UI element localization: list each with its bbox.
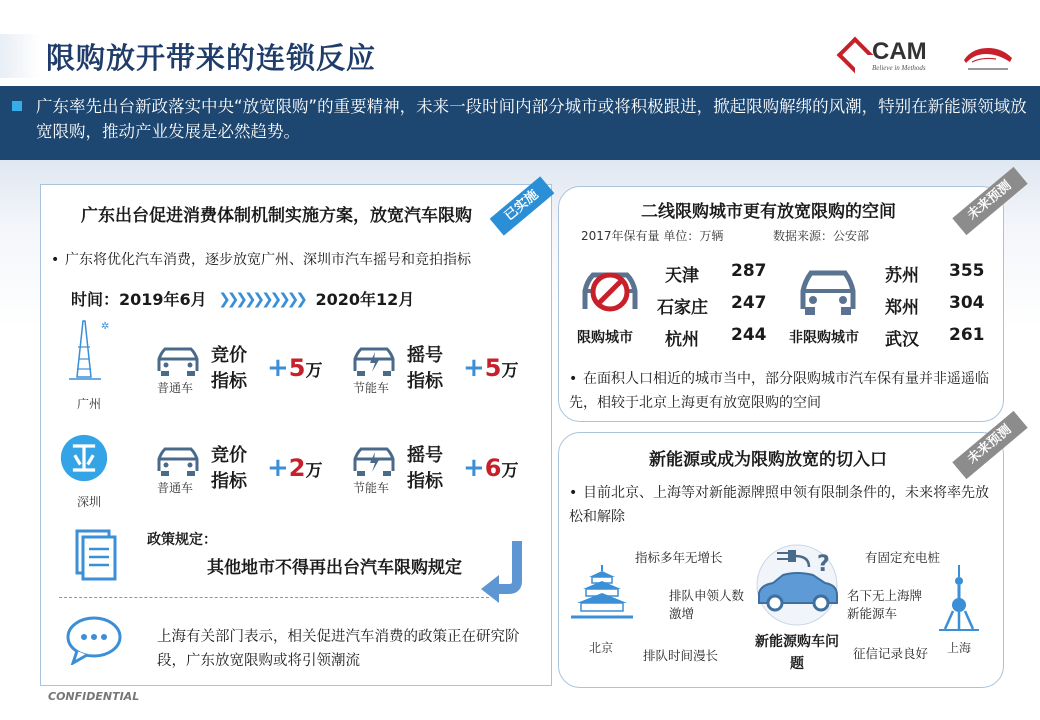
temple-of-heaven-icon	[567, 563, 637, 623]
unrestricted-city-name: 苏州	[885, 266, 919, 286]
forecast-ribbon: 未来预测	[952, 411, 1027, 479]
restricted-city-name: 杭州	[665, 330, 699, 350]
label-line-2: 指标	[211, 371, 247, 392]
restricted-cities-label: 限购城市	[577, 330, 633, 346]
unrestricted-city-value: 355	[949, 261, 985, 281]
time-start: 时间：2019年6月	[71, 290, 207, 309]
plus-sign: +	[463, 353, 485, 383]
regular-car-icon	[153, 441, 203, 477]
restricted-city-name: 石家庄	[657, 298, 708, 318]
car-logo-icon	[958, 38, 1018, 74]
time-range	[71, 287, 414, 310]
factor-long-wait: 排队时间漫长	[643, 648, 719, 663]
increase-unit: 万	[305, 361, 323, 381]
guangdong-panel-title: 广东出台促进消费体制机制实施方案，放宽汽车限购	[81, 206, 472, 226]
label-line-2: 指标	[407, 371, 443, 392]
policy-heading: 政策规定：	[147, 532, 217, 548]
plus-sign: +	[463, 453, 485, 483]
second-tier-bullet-text: 在面积人口相近的城市当中，部分限购城市汽车保有量并非遥遥临先，相较于北京上海更有放宽限购的空间	[569, 371, 989, 411]
guangdong-bullet-text: 广东将优化汽车消费，逐步放宽广州、深圳市汽车摇号和竞拍指标	[65, 252, 471, 268]
increase-unit: 万	[305, 461, 323, 481]
energy-saving-car-icon	[349, 341, 399, 377]
gz-lottery-increase	[463, 353, 519, 383]
second-tier-bullet	[569, 367, 989, 415]
cam-logo	[842, 40, 942, 74]
guangdong-policy-panel	[40, 184, 552, 686]
increase-unit: 万	[501, 461, 519, 481]
unrestricted-city-name: 武汉	[885, 330, 919, 350]
restricted-city-value: 247	[731, 293, 767, 313]
label-line-1: 竞价	[211, 345, 247, 366]
summary-banner	[0, 86, 1040, 160]
plus-sign: +	[267, 453, 289, 483]
document-icon	[67, 525, 123, 581]
unrestricted-city-value: 261	[949, 325, 985, 345]
banner-bullet-square	[12, 101, 22, 111]
factor-applicants-surge: 排队申领人数激增	[669, 588, 745, 621]
guangdong-bullet	[51, 249, 471, 271]
policy-text: 其他地市不得再出台汽车限购规定	[207, 558, 462, 578]
label-line-2: 指标	[211, 471, 247, 492]
time-end: 2020年12月	[315, 290, 415, 309]
auction-quota-label	[211, 443, 251, 495]
page-title: 限购放开带来的连锁反应	[46, 41, 377, 75]
factor-fixed-charger: 有固定充电桩	[865, 550, 941, 565]
lottery-quota-label	[407, 443, 447, 495]
label-line-1: 竞价	[211, 445, 247, 466]
guangzhou-label: 广州	[77, 397, 102, 411]
label-line-1: 摇号	[407, 445, 443, 466]
svg-text:?: ?	[817, 552, 830, 577]
bullet-dot: •	[51, 252, 60, 268]
shenzhen-metro-icon	[59, 425, 109, 491]
shanghai-label: 上海	[947, 641, 972, 655]
car-front-icon	[795, 263, 861, 317]
unit-note: 2017年保有量 单位：万辆	[581, 229, 724, 243]
plus-sign: +	[267, 353, 289, 383]
second-tier-cities-panel	[558, 186, 1004, 422]
new-energy-title: 新能源或成为限购放宽的切入口	[649, 450, 887, 470]
energy-saving-car-caption: 节能车	[353, 381, 390, 395]
cam-logo-sub: Believe in Methods	[872, 64, 926, 72]
dashed-divider	[59, 597, 489, 598]
increase-number: 2	[288, 454, 306, 482]
second-tier-title: 二线限购城市更有放宽限购的空间	[641, 202, 896, 222]
factor-no-quota-growth: 指标多年无增长	[635, 550, 723, 565]
new-energy-panel	[558, 432, 1004, 688]
sz-auction-increase	[267, 453, 323, 483]
unrestricted-cities-label: 非限购城市	[789, 330, 859, 346]
no-car-icon	[577, 259, 643, 321]
canton-tower-icon	[61, 317, 111, 383]
source-note: 数据来源：公安部	[773, 229, 870, 243]
factor-no-sh-plate: 名下无上海牌新能源车	[847, 588, 923, 621]
title-accent	[0, 34, 40, 78]
auction-quota-label	[211, 343, 251, 395]
bullet-dot: •	[569, 371, 578, 387]
chevron-arrows-icon: ❯❯❯❯❯❯❯❯❯❯	[218, 289, 304, 308]
return-arrow-icon	[477, 535, 533, 611]
restricted-city-value: 244	[731, 325, 767, 345]
shanghai-note: 上海有关部门表示，相关促进汽车消费的政策正在研究阶段，广东放宽限购或将引领潮流	[157, 629, 520, 669]
regular-car-caption: 普通车	[157, 481, 194, 495]
regular-car-caption: 普通车	[157, 381, 194, 395]
oriental-pearl-tower-icon	[939, 563, 979, 633]
chat-bubble-icon	[65, 615, 123, 665]
bullet-dot: •	[569, 485, 578, 501]
ev-purchase-issue-label: 新能源购车问题	[755, 634, 839, 672]
lottery-quota-label	[407, 343, 447, 395]
label-line-1: 摇号	[407, 345, 443, 366]
unrestricted-city-value: 304	[949, 293, 985, 313]
factor-good-credit: 征信记录良好	[853, 646, 929, 661]
increase-number: 5	[484, 354, 502, 382]
label-line-2: 指标	[407, 471, 443, 492]
forecast-ribbon: 未来预测	[952, 167, 1027, 235]
ev-car-icon	[747, 537, 847, 627]
cam-logo-mark	[837, 37, 874, 74]
gz-auction-increase	[267, 353, 323, 383]
banner-text: 广东率先出台新政落实中央“放宽限购”的重要精神，未来一段时间内部分城市或将积极跟进，掀起限购解绑的风潮，特别在新能源领域放宽限购，推动产业发展是必然趋势。	[36, 97, 1027, 141]
restricted-city-name: 天津	[665, 266, 699, 286]
new-energy-bullet-text: 目前北京、上海等对新能源牌照申领有限制条件的，未来将率先放松和解除	[569, 485, 989, 525]
energy-saving-car-icon	[349, 441, 399, 477]
increase-number: 6	[484, 454, 502, 482]
new-energy-bullet	[569, 481, 989, 529]
increase-number: 5	[288, 354, 306, 382]
restricted-city-value: 287	[731, 261, 767, 281]
unrestricted-city-name: 郑州	[885, 298, 919, 318]
cam-logo-text: CAM	[872, 38, 927, 65]
svg-text:✲: ✲	[101, 321, 110, 332]
shenzhen-label: 深圳	[77, 495, 102, 509]
regular-car-icon	[153, 341, 203, 377]
implemented-ribbon: 已实施	[490, 176, 555, 235]
energy-saving-car-caption: 节能车	[353, 481, 390, 495]
sz-lottery-increase	[463, 453, 519, 483]
confidential-footer: CONFIDENTIAL	[48, 690, 140, 703]
title-bar	[0, 34, 1040, 78]
increase-unit: 万	[501, 361, 519, 381]
beijing-label: 北京	[589, 641, 614, 655]
